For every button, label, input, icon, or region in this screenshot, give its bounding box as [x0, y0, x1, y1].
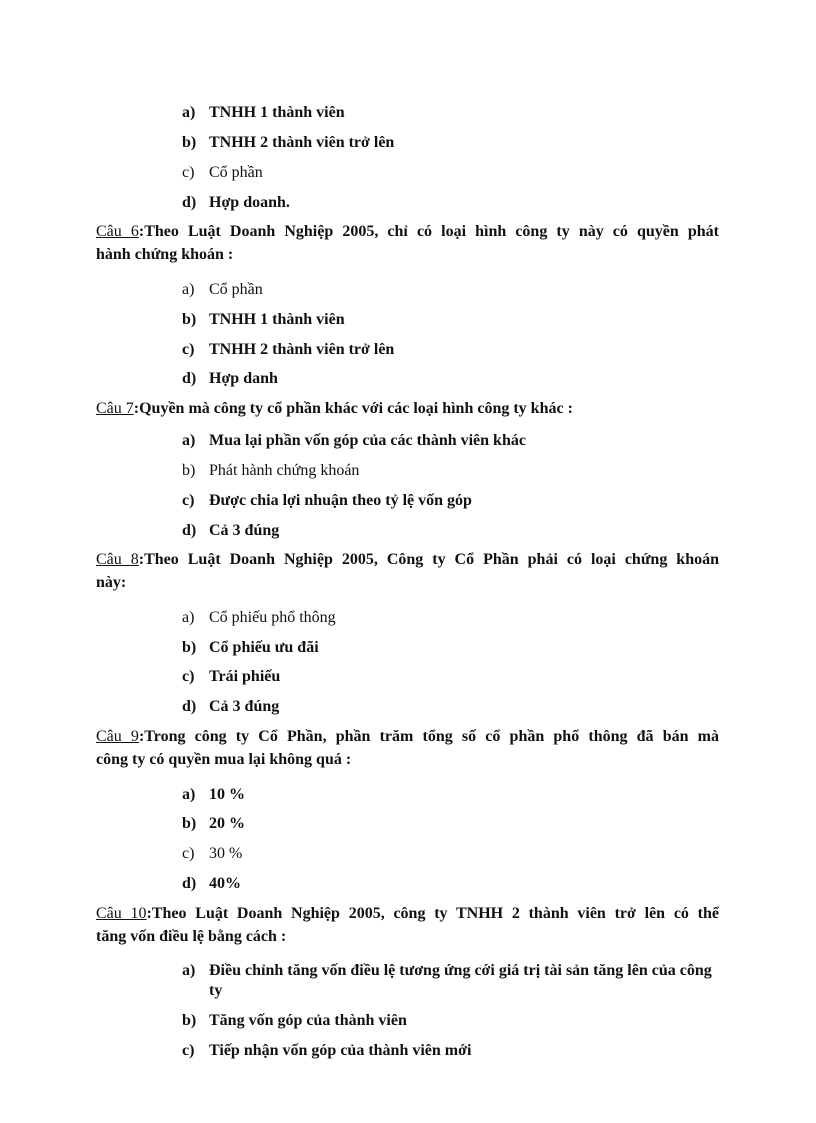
q6-option-d: d) Hợp danh: [182, 370, 278, 387]
q9-option-d: d) 40%: [182, 875, 241, 892]
q7-option-b: b) Phát hành chứng khoán: [182, 462, 360, 479]
q6-option-a: a) Cổ phần: [182, 281, 263, 298]
q8-option-d: d) Cả 3 đúng: [182, 698, 280, 715]
q6-option-c: c) TNHH 2 thành viên trở lên: [182, 341, 395, 358]
q9-option-c: c) 30 %: [182, 845, 243, 862]
q7-question-line1: Câu 7:Quyền mà công ty cổ phần khác với các loại hình công ty khác :: [96, 400, 573, 417]
q10-number: Câu 10: [96, 905, 147, 922]
q9-option-b: b) 20 %: [182, 815, 245, 832]
q7-number: Câu 7: [96, 400, 134, 417]
q7-option-d: d) Cả 3 đúng: [182, 522, 280, 539]
q9-question-line1: Câu 9:Trong công ty Cổ Phần, phần trăm tổng số cổ phần phổ thông đã bán mà: [96, 728, 719, 745]
q8-number: Câu 8: [96, 551, 139, 568]
q8-option-c: c) Trái phiếu: [182, 668, 281, 685]
q10-option-c: c) Tiếp nhận vốn góp của thành viên mới: [182, 1042, 472, 1059]
q9-option-a: a) 10 %: [182, 786, 245, 803]
q10-option-a: a) Điều chỉnh tăng vốn điều lệ tương ứng cới giá trị tài sản tăng lên của công ty: [182, 962, 712, 999]
q5-option-d: d) Hợp doanh.: [182, 194, 290, 211]
q6-number: Câu 6: [96, 223, 139, 240]
q6-question-line1: Câu 6:Theo Luật Doanh Nghiệp 2005, chỉ có loại hình công ty này có quyền phát: [96, 223, 719, 240]
q7-option-a: a) Mua lại phần vốn góp của các thành viên khác: [182, 432, 526, 449]
q8-option-a: a) Cổ phiếu phổ thông: [182, 609, 336, 626]
q5-option-c: c) Cổ phần: [182, 164, 263, 181]
q5-option-b: b) TNHH 2 thành viên trở lên: [182, 134, 395, 151]
q8-question-line2: này:: [96, 574, 127, 591]
q6-option-b: b) TNHH 1 thành viên: [182, 311, 345, 328]
q10-option-b: b) Tăng vốn góp của thành viên: [182, 1012, 407, 1029]
q10-question-line2: tăng vốn điều lệ bằng cách :: [96, 928, 287, 945]
q5-option-a: a) TNHH 1 thành viên: [182, 104, 345, 121]
q6-question-line2: hành chứng khoán :: [96, 246, 234, 263]
q9-number: Câu 9: [96, 728, 139, 745]
q8-option-b: b) Cổ phiếu ưu đãi: [182, 639, 319, 656]
q7-option-c: c) Được chia lợi nhuận theo tỷ lệ vốn góp: [182, 492, 472, 509]
q10-question-line1: Câu 10:Theo Luật Doanh Nghiệp 2005, công ty TNHH 2 thành viên trở lên có thể: [96, 905, 719, 922]
q9-question-line2: công ty có quyền mua lại không quá :: [96, 751, 352, 768]
q8-question-line1: Câu 8:Theo Luật Doanh Nghiệp 2005, Công ty Cổ Phần phải có loại chứng khoán: [96, 551, 720, 568]
